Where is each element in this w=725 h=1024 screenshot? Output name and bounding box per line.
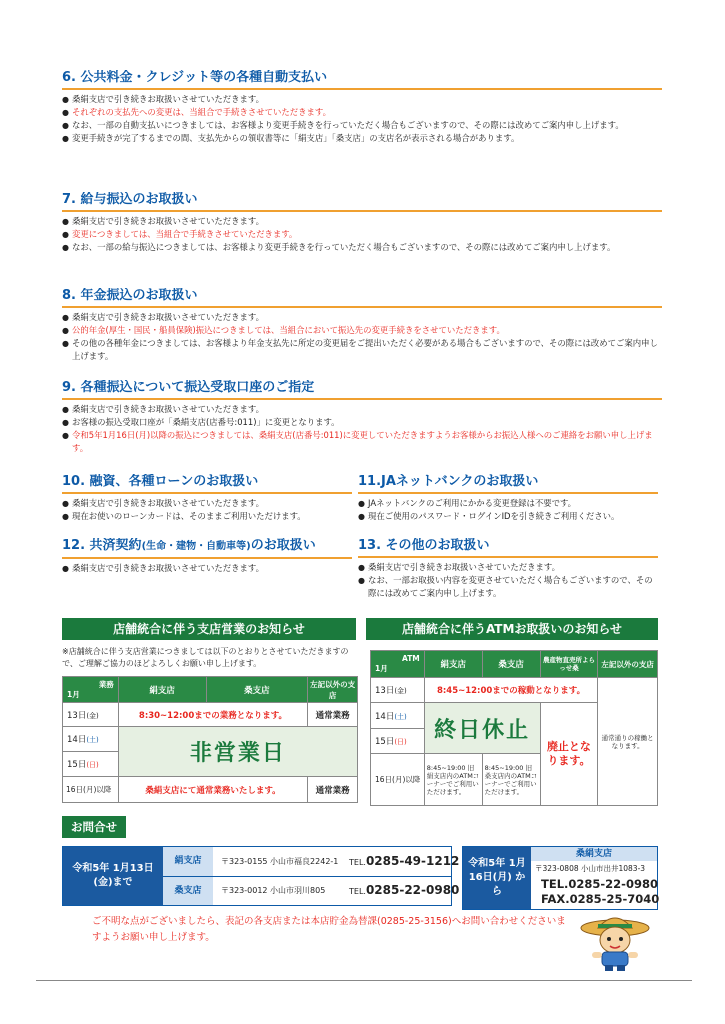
table-corner: ATM 1月 bbox=[371, 651, 425, 678]
kinu-tel: TEL.0285-49-1212 bbox=[349, 854, 460, 868]
list-item: ● 現在お使いのローンカードは、そのままご利用いただけます。 bbox=[62, 510, 352, 523]
col-header: 左記以外の支店 bbox=[598, 651, 658, 678]
closed-cell: 非営業日 bbox=[118, 727, 357, 777]
section-8 bbox=[62, 288, 662, 363]
atm-notice-banner: 店舗統合に伴うATMお取扱いのお知らせ bbox=[366, 618, 658, 640]
footer-note: ご不明な点がございましたら、表記の各支店または本店貯金為替課(0285-25-3156)へお問い合わせくださいますようお願い申し上げます。 bbox=[92, 916, 566, 943]
table-row: 15日(日) bbox=[63, 752, 119, 777]
section-6 bbox=[62, 70, 662, 145]
col-header: 桑支店 bbox=[482, 651, 540, 678]
mascot-farmer-illustration bbox=[578, 910, 652, 972]
list-item: ● 現在ご使用のパスワード・ログインIDを引き続きご利用ください。 bbox=[358, 510, 658, 523]
table-cell: 通常通りの稼働となります。 bbox=[598, 678, 658, 806]
list-item: ● なお、一部の自動支払いにつきましては、お客様より変更手続きを行っていただく場合もございますので、その際には改めてご案内申し上げます。 bbox=[62, 119, 662, 132]
new-branch-name: 桑絹支店 bbox=[531, 847, 657, 861]
col-header: 絹支店 bbox=[424, 651, 482, 678]
atm-hours-table bbox=[370, 650, 658, 806]
table-row: 13日(金) bbox=[371, 678, 425, 703]
table-row: 14日(土) bbox=[371, 703, 425, 729]
contact-header: お問合せ bbox=[62, 816, 126, 838]
col-header: 絹支店 bbox=[118, 677, 206, 703]
bottom-divider bbox=[36, 980, 692, 981]
section-13 bbox=[358, 538, 658, 600]
list-item: ● それぞれの支払先への変更は、当組合で手続きさせていただきます。 bbox=[62, 106, 662, 119]
section-8-title: 8. 年金振込のお取扱い bbox=[62, 288, 662, 308]
section-11 bbox=[358, 474, 658, 523]
section-12-title: 12. 共済契約(生命・建物・自動車等)のお取扱い bbox=[62, 538, 352, 559]
col-header: 桑支店 bbox=[206, 677, 308, 703]
list-item: ● 令和5年1月16日(月)以降の振込につきましては、桑絹支店(店番号:011)に変更していただきますようお客様からお振込人様へのご連絡をお願い申し上げます。 bbox=[62, 429, 662, 455]
list-item: ● 桑絹支店で引き続きお取扱いさせていただきます。 bbox=[62, 562, 352, 575]
table-row: 15日(日) bbox=[371, 729, 425, 754]
list-item: ● なお、一部お取扱い内容を変更させていただく場合もございますので、その際には改めてご案内申し上げます。 bbox=[358, 574, 658, 600]
section-9 bbox=[62, 380, 662, 455]
table-cell: 通常業務 bbox=[308, 703, 358, 727]
branch-hours-table bbox=[62, 676, 358, 803]
new-branch-tel: TEL.0285-22-0980 bbox=[541, 877, 658, 891]
list-item: ● 桑絹支店で引き続きお取扱いさせていただきます。 bbox=[62, 311, 662, 324]
kuwa-name: 桑支店 bbox=[163, 876, 213, 905]
list-item: ● なお、一部の給与振込につきましては、お客様より変更手続きを行っていただく場合もございますので、その際には改めてご案内申し上げます。 bbox=[62, 241, 662, 254]
list-item: ● 桑絹支店で引き続きお取扱いさせていただきます。 bbox=[358, 561, 658, 574]
table-cell: 桑絹支店にて通常業務いたします。 bbox=[118, 777, 307, 803]
section-7 bbox=[62, 192, 662, 254]
kinu-name: 絹支店 bbox=[163, 847, 213, 876]
table-row: 14日(土) bbox=[63, 727, 119, 752]
section-10 bbox=[62, 474, 352, 523]
list-item: ● 公的年金(厚生・国民・船員保険)振込につきましては、当組合において振込先の変更手続きをさせていただきます。 bbox=[62, 324, 662, 337]
table-row: 13日(金) bbox=[63, 703, 119, 727]
section-12 bbox=[62, 538, 352, 575]
table-cell: 8:45~19:00 旧絹支店内のATMコーナーでご利用いただけます。 bbox=[424, 754, 482, 806]
new-branch-box bbox=[462, 846, 658, 910]
list-item: ● 変更につきましては、当組合で手続きさせていただきます。 bbox=[62, 228, 662, 241]
list-item: ● JAネットバンクのご利用にかかる変更登録は不要です。 bbox=[358, 497, 658, 510]
table-row: 16日(月)以降 bbox=[63, 777, 119, 803]
new-branch-fax: FAX.0285-25-7040 bbox=[541, 892, 660, 906]
list-item: ● その他の各種年金につきましては、お客様より年金支払先に所定の変更届をご提出いただく必要がある場合もございますので、その際には改めてご案内申し上げます。 bbox=[62, 337, 662, 363]
table-cell: 通常業務 bbox=[308, 777, 358, 803]
branch-notice-banner: 店舗統合に伴う支店営業のお知らせ bbox=[62, 618, 356, 640]
list-item: ● 変更手続きが完了するまでの間、支払先からの領収書等に「絹支店」「桑支店」の支店名が表示される場合があります。 bbox=[62, 132, 662, 145]
closed-cell: 終日休止 bbox=[424, 703, 540, 754]
table-cell: 廃止となります。 bbox=[540, 703, 598, 806]
section-11-title: 11.JAネットバンクのお取扱い bbox=[358, 474, 658, 494]
section-10-title: 10. 融資、各種ローンのお取扱い bbox=[62, 474, 352, 494]
from-date: 令和5年 1月16日(月) から bbox=[463, 847, 531, 909]
table-cell: 8:30~12:00までの業務となります。 bbox=[118, 703, 307, 727]
new-branch-address: 〒323-0808 小山市出井1083-3 bbox=[535, 864, 646, 873]
branch-notice-note: ※店舗統合に伴う支店営業につきましては以下のとおりとさせていただきますので、ご理解ご協力のほどよろしくお願い申し上げます。 bbox=[62, 647, 349, 668]
table-cell: 8:45~19:00 旧桑支店内のATMコーナーでご利用いただけます。 bbox=[482, 754, 540, 806]
kinu-address: 〒323-0155 小山市福良2242-1 bbox=[221, 857, 339, 866]
table-row: 16日(月)以降 bbox=[371, 754, 425, 806]
section-6-title: 6. 公共料金・クレジット等の各種自動支払い bbox=[62, 70, 662, 90]
section-9-title: 9. 各種振込について振込受取口座のご指定 bbox=[62, 380, 662, 400]
table-cell: 8:45~12:00までの稼動となります。 bbox=[424, 678, 598, 703]
list-item: ● 桑絹支店で引き続きお取扱いさせていただきます。 bbox=[62, 497, 352, 510]
col-header: 農産物直売所よらっせ桑 bbox=[540, 651, 598, 678]
list-item: ● お客様の振込受取口座が「桑絹支店(店番号:011)」に変更となります。 bbox=[62, 416, 662, 429]
kuwa-tel: TEL.0285-22-0980 bbox=[349, 883, 460, 897]
col-header: 左記以外の支店 bbox=[308, 677, 358, 703]
list-item: ● 桑絹支店で引き続きお取扱いさせていただきます。 bbox=[62, 93, 662, 106]
list-item: ● 桑絹支店で引き続きお取扱いさせていただきます。 bbox=[62, 215, 662, 228]
kuwa-address: 〒323-0012 小山市羽川805 bbox=[221, 886, 326, 895]
until-date: 令和5年 1月13日(金)まで bbox=[63, 847, 163, 905]
section-7-title: 7. 給与振込のお取扱い bbox=[62, 192, 662, 212]
old-branches-box bbox=[62, 846, 460, 906]
list-item: ● 桑絹支店で引き続きお取扱いさせていただきます。 bbox=[62, 403, 662, 416]
section-13-title: 13. その他のお取扱い bbox=[358, 538, 658, 558]
table-corner: 業務 1月 bbox=[63, 677, 119, 703]
